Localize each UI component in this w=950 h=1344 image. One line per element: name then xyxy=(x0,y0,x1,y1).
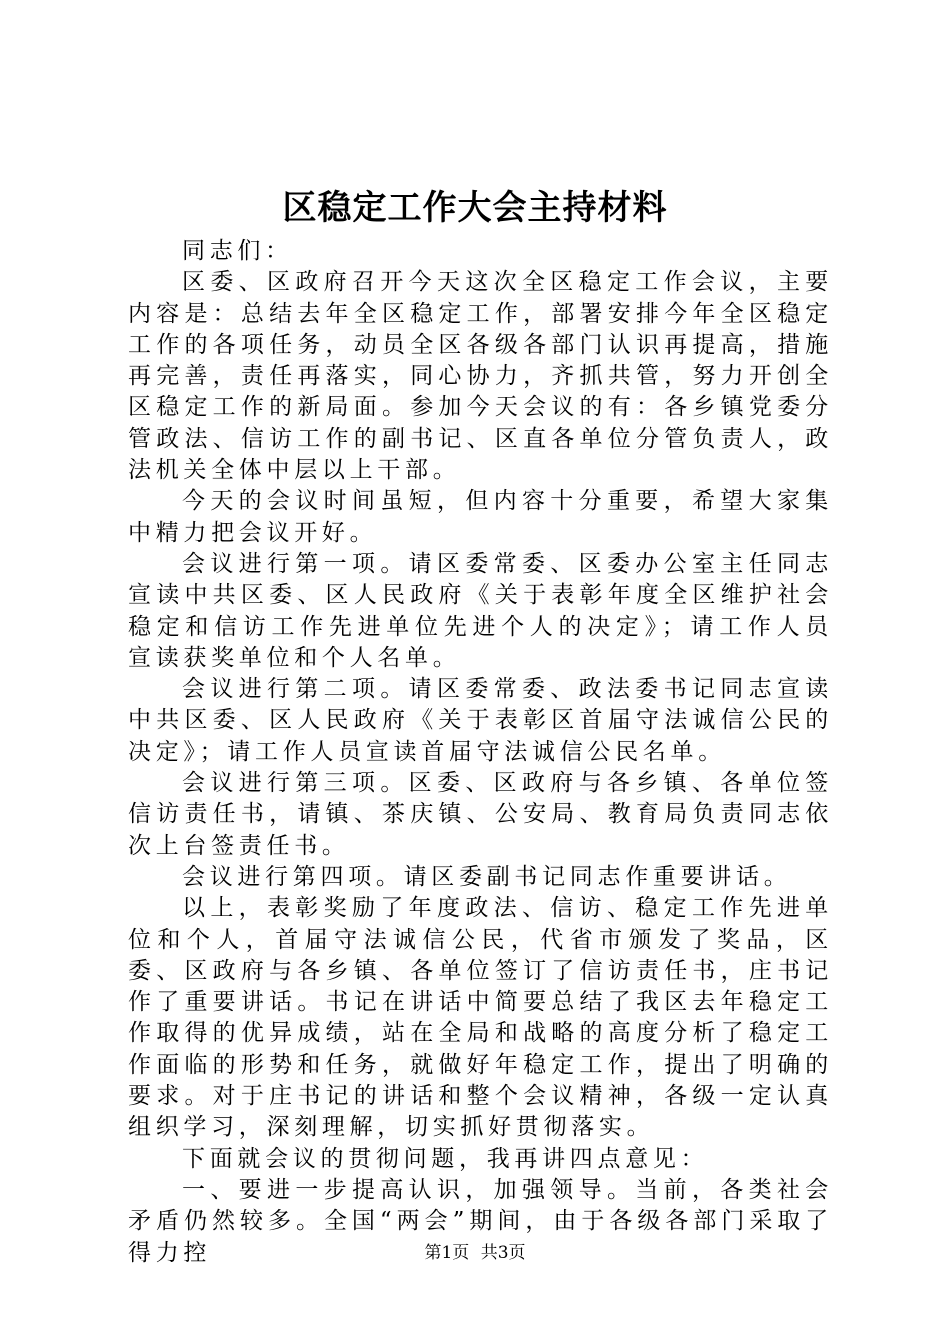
paragraph: 会议进行第三项。区委、区政府与各乡镇、各单位签信访责任书，请镇、茶庆镇、公安局、教育局负责同志依次上台签责任书。 xyxy=(128,770,833,859)
paragraph: 下面就会议的贯彻问题，我再讲四点意见： xyxy=(182,1145,709,1172)
paragraph: 今天的会议时间虽短，但内容十分重要，希望大家集中精力把会议开好。 xyxy=(128,488,833,546)
paragraph: 会议进行第四项。请区委副书记同志作重要讲话。 xyxy=(182,863,792,890)
paragraph: 以上，表彰奖励了年度政法、信访、稳定工作先进单位和个人，首届守法诚信公民，代省市颁发了奖品，区委、区政府与各乡镇、各单位签订了信访责任书，庄书记作了重要讲话。书记在讲话中简要总结了我区去年稳定工作取得的优异成绩，站在全局和战略的高度分析了稳定工作面临的形势和任务，就做好年稳定工作，提出了明确的要求。对于庄书记的讲话和整个会议精神，各级一定认真组织学习，深刻理解，切实抓好贯彻落实。 xyxy=(128,895,833,1141)
paragraph: 会议进行第一项。请区委常委、区委办公室主任同志宣读中共区委、区人民政府《关于表彰年度全区维护社会稳定和信访工作先进单位先进个人的决定》；请工作人员宣读获奖单位和个人名单。 xyxy=(128,550,833,671)
document-title: 区稳定工作大会主持材料 xyxy=(282,188,668,228)
page-number: 第1页 共3页 xyxy=(424,1243,526,1263)
paragraph: 区委、区政府召开今天这次全区稳定工作会议，主要内容是：总结去年全区稳定工作，部署安排今年全区稳定工作的各项任务，动员全区各级各部门认识再提高，措施再完善，责任再落实，同心协力，齐抓共管，努力开创全区稳定工作的新局面。参加今天会议的有：各乡镇党委分管政法、信访工作的副书记、区直各单位分管负责人，政法机关全体中层以上干部。 xyxy=(128,269,833,484)
document-body xyxy=(128,236,833,1269)
paragraph-greeting: 同志们： xyxy=(182,238,293,264)
paragraph: 会议进行第二项。请区委常委、政法委书记同志宣读中共区委、区人民政府《关于表彰区首届守法诚信公民的决定》；请工作人员宣读首届守法诚信公民名单。 xyxy=(128,676,833,765)
paragraph: 一、要进一步提高认识，加强领导。当前，各类社会矛盾仍然较多。全国“两会”期间，由于各级各部门采取了得力控 xyxy=(128,1176,833,1266)
